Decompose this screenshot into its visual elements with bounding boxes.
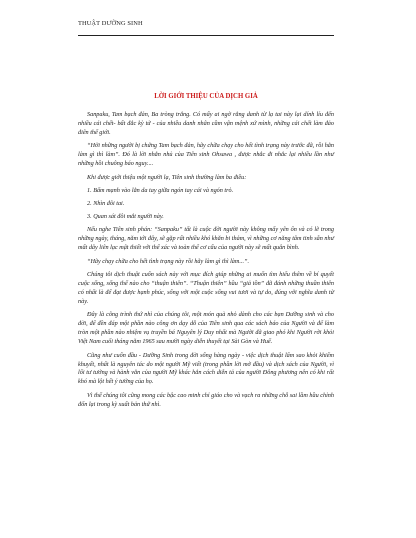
paragraph: “Hãy chạy chữa cho hết tình trạng này rồi hãy làm gì thì làm...”.	[87, 257, 249, 265]
header-rule	[78, 35, 334, 36]
section-title: LỜI GIỚI THIỆU CỦA DỊCH GIẢ	[154, 93, 258, 100]
list-item: 3. Quan sát đôi mắt người này.	[87, 213, 164, 221]
running-header: THUẬT DƯỠNG SINH	[78, 20, 143, 27]
list-item: 2. Nhìn đôi tai.	[87, 200, 125, 208]
paragraph: Cũng như cuốn đầu - Dưỡng Sinh trong đời sống hàng ngày - việc dịch thuật lẩm sao khỏi khiếm khuyết, nhất là nguyên tác do một người Mỹ viết (trong phần lời mở đầu) và dịch sách của Người, vì lối tư tưởng và hành văn của người Mỹ khác hẳn cách diễn tả của người Đông phương nên có khi rất khó mà lột hết ý tưởng của họ.	[78, 351, 334, 386]
paragraph: Vì thế chúng tôi cũng mong các bậc cao minh chỉ giáo cho và vạch ra những chỗ sai lầm hầu chỉnh đốn lại trong kỳ xuất bản thứ nhì.	[78, 391, 334, 408]
paragraph: “Hởi những người bị chứng Tam bạch đản, hãy chữa chạy cho hết tình trạng này trước đã, rồi hẳn làm gì thì làm”. Đó là lời nhắn nhủ của Tiên sinh Ohsawa , được nhắc đi nhắc lại nhiều lần như những hồi chuông báo nguy....	[78, 142, 334, 168]
body-text	[78, 111, 334, 414]
paragraph: Khi được giới thiệu một người lạ, Tiên sinh thường làm ba điều:	[87, 173, 247, 181]
paragraph: Sanpaku, Tam bạch đản, Ba tròng trắng. Có mấy ai ngờ rằng danh từ lạ tai này lại dính líu đến nhiều cái chết- bất đắc kỳ tử - của nhiều danh nhân cầm vận mệnh xứ mình, những cái chết làm đảo điên thế giới.	[78, 111, 334, 136]
paragraph: Đây là công trình thứ nhì của chúng tôi, một món quà nhỏ dành cho các bạn Dưỡng sinh và cho đời, để đền đáp một phần nào công ơn dạy dỗ của Tiên sinh qua các sách báo của Người và để làm tròn một phần nào nhiệm vụ truyền bá Nguyên lý Duy nhất mà Người đã giao phó khi Người rời khỏi Việt Nam cuối tháng năm 1965 sau mười ngày diễn thuyết tại Sài Gòn và Huế.	[78, 311, 334, 346]
paragraph: Nếu nghe Tiên sinh phán: “Sanpaku” tất là cuộc đời người này không mấy yên ổn và có lẽ trong những ngày, tháng, năm tới đây, sẽ gặp rất nhiều khó khăn bi thảm, vì những cơ năng tâm tinh sẵn như mất dây liên lạc mật thiết với thể xác và toàn thể cơ cấu của người này sẽ mất quân bình.	[78, 226, 334, 252]
paragraph: Chúng tôi dịch thuật cuốn sách này với mục đích giúp những ai muốn tìm hiểu thêm về bí quyết cuộc sống, sống thế nào cho “thuận thiên”. “Thuận thiên” hầu “giả tồn” đã đánh những thuần thiên có nhất là để đạt được hạnh phúc, sống với một cuộc sống vui tươi và tự do, đúng với nghĩa danh từ này.	[78, 271, 334, 305]
list-item: 1. Bấm mạnh vào lằn da tay giữa ngón tay cái và ngón trỏ.	[87, 187, 234, 195]
